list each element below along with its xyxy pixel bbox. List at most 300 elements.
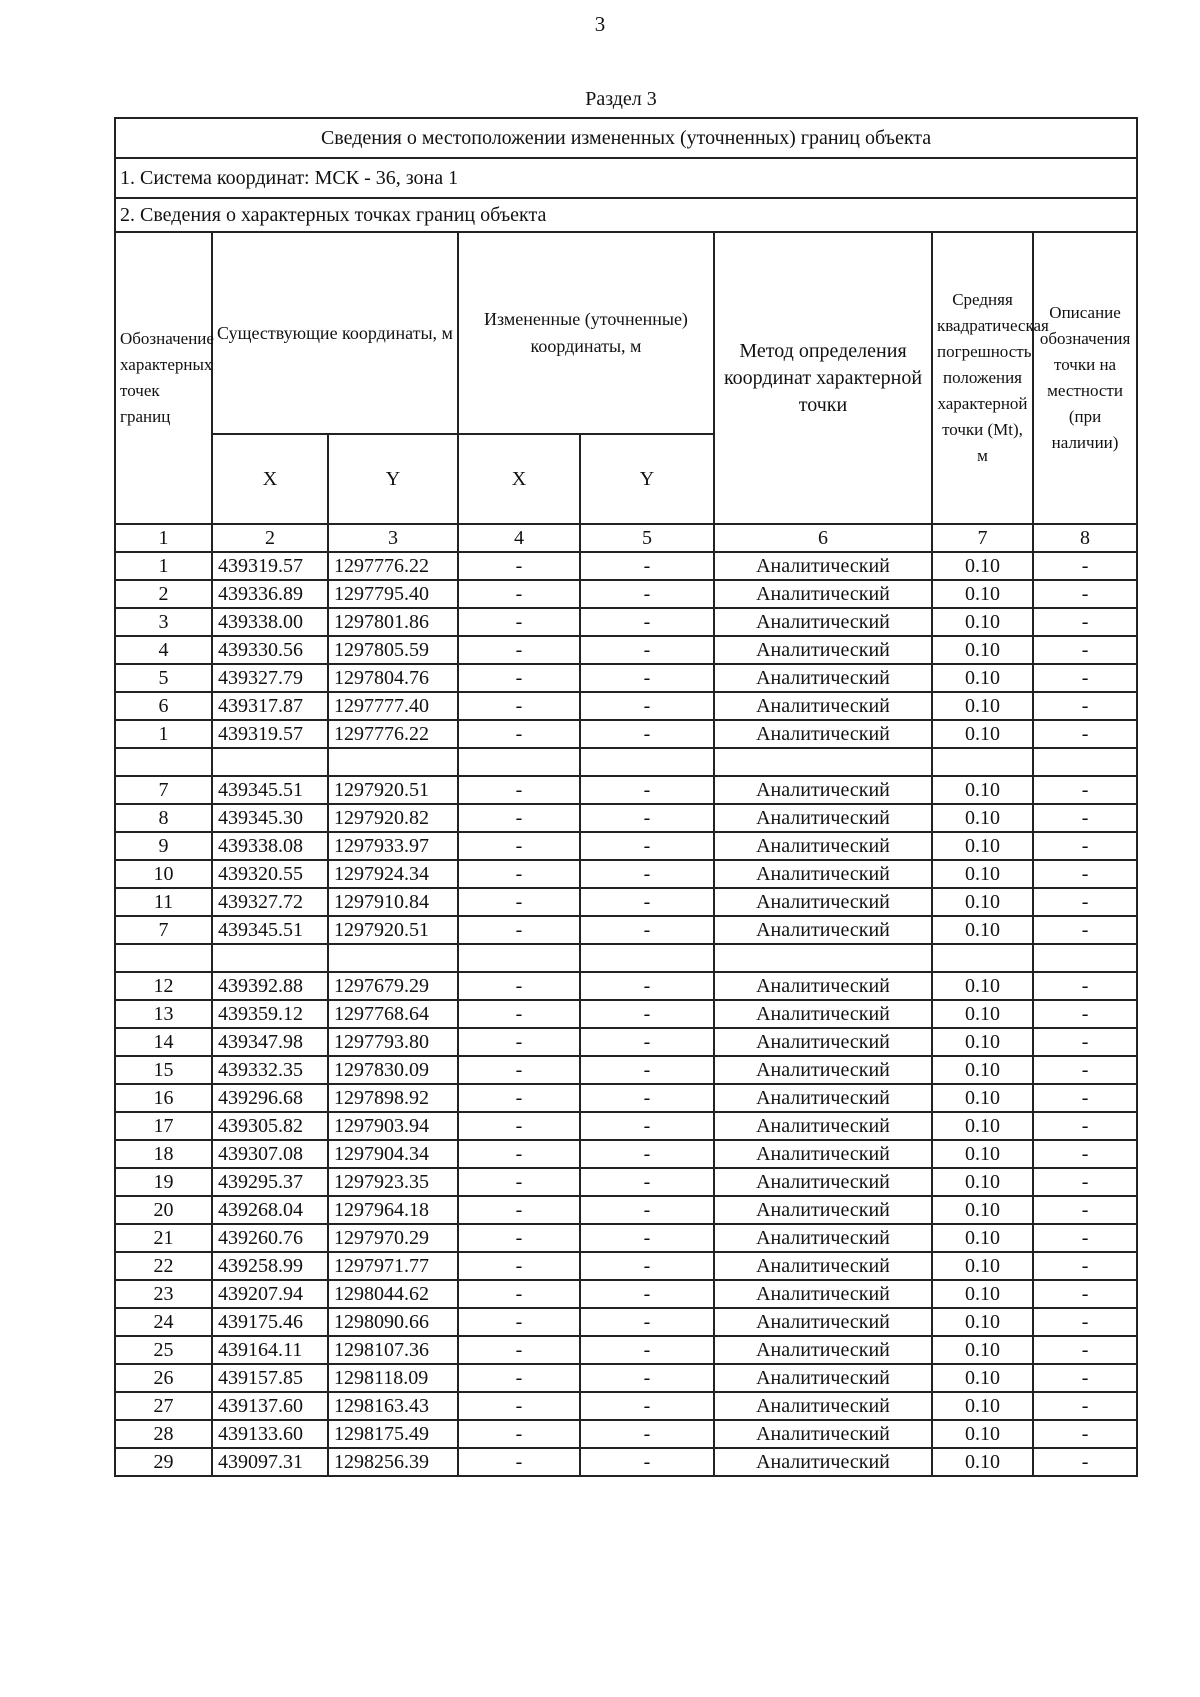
- table-row: [115, 1420, 1137, 1448]
- accuracy-cell: 0.10: [932, 1084, 1033, 1112]
- description-cell: -: [1033, 860, 1137, 888]
- point-id-cell: 19: [115, 1168, 212, 1196]
- point-id-cell: 28: [115, 1420, 212, 1448]
- existing-x-cell: 439345.51: [212, 776, 328, 804]
- changed-x-cell: -: [458, 1252, 580, 1280]
- changed-y-cell: -: [580, 608, 714, 636]
- changed-x-cell: -: [458, 692, 580, 720]
- table-row: [115, 1280, 1137, 1308]
- existing-x-cell: 439327.72: [212, 888, 328, 916]
- changed-x-cell: -: [458, 1280, 580, 1308]
- method-cell: Аналитический: [714, 664, 932, 692]
- accuracy-cell: 0.10: [932, 664, 1033, 692]
- description-cell: -: [1033, 1028, 1137, 1056]
- changed-x-cell: -: [458, 1056, 580, 1084]
- method-cell: Аналитический: [714, 1140, 932, 1168]
- table-row: [115, 1000, 1137, 1028]
- existing-y-cell: 1297830.09: [328, 1056, 458, 1084]
- description-cell: -: [1033, 1084, 1137, 1112]
- description-cell: -: [1033, 1196, 1137, 1224]
- column-number: 3: [328, 524, 458, 552]
- accuracy-cell: 0.10: [932, 1336, 1033, 1364]
- point-id-cell: 27: [115, 1392, 212, 1420]
- column-number: 4: [458, 524, 580, 552]
- point-id-cell: 1: [115, 552, 212, 580]
- table-row: [115, 1112, 1137, 1140]
- table-row: [115, 1168, 1137, 1196]
- existing-y-cell: 1297920.51: [328, 916, 458, 944]
- accuracy-cell: 0.10: [932, 916, 1033, 944]
- table-row: [115, 664, 1137, 692]
- accuracy-cell: 0.10: [932, 1224, 1033, 1252]
- table-row: [115, 1364, 1137, 1392]
- existing-y-cell: 1297920.51: [328, 776, 458, 804]
- table-row: [115, 552, 1137, 580]
- changed-x-cell: -: [458, 1308, 580, 1336]
- existing-x-cell: 439260.76: [212, 1224, 328, 1252]
- point-id-cell: 7: [115, 916, 212, 944]
- header-changed-y: Y: [580, 434, 714, 524]
- changed-x-cell: -: [458, 1028, 580, 1056]
- description-cell: -: [1033, 1056, 1137, 1084]
- changed-y-cell: -: [580, 580, 714, 608]
- changed-y-cell: -: [580, 1308, 714, 1336]
- column-number-row: [115, 524, 1137, 552]
- accuracy-cell: 0.10: [932, 1308, 1033, 1336]
- header-changed-x: X: [458, 434, 580, 524]
- changed-y-cell: -: [580, 1140, 714, 1168]
- existing-y-cell: 1297777.40: [328, 692, 458, 720]
- changed-x-cell: -: [458, 1140, 580, 1168]
- point-id-cell: [115, 748, 212, 776]
- changed-x-cell: -: [458, 1196, 580, 1224]
- existing-y-cell: 1297898.92: [328, 1084, 458, 1112]
- existing-x-cell: 439330.56: [212, 636, 328, 664]
- changed-y-cell: -: [580, 1336, 714, 1364]
- description-cell: [1033, 944, 1137, 972]
- existing-y-cell: 1297964.18: [328, 1196, 458, 1224]
- method-cell: [714, 944, 932, 972]
- existing-x-cell: 439392.88: [212, 972, 328, 1000]
- point-id-cell: 17: [115, 1112, 212, 1140]
- existing-y-cell: 1297795.40: [328, 580, 458, 608]
- existing-y-cell: 1297793.80: [328, 1028, 458, 1056]
- changed-y-cell: -: [580, 692, 714, 720]
- method-cell: Аналитический: [714, 552, 932, 580]
- existing-y-cell: 1298090.66: [328, 1308, 458, 1336]
- changed-x-cell: -: [458, 832, 580, 860]
- existing-y-cell: [328, 748, 458, 776]
- method-cell: Аналитический: [714, 1252, 932, 1280]
- changed-x-cell: -: [458, 1420, 580, 1448]
- description-cell: -: [1033, 1000, 1137, 1028]
- accuracy-cell: 0.10: [932, 832, 1033, 860]
- accuracy-cell: 0.10: [932, 1028, 1033, 1056]
- changed-y-cell: [580, 944, 714, 972]
- existing-y-cell: 1297768.64: [328, 1000, 458, 1028]
- existing-y-cell: 1297679.29: [328, 972, 458, 1000]
- description-cell: -: [1033, 1224, 1137, 1252]
- table-row: [115, 608, 1137, 636]
- existing-x-cell: 439258.99: [212, 1252, 328, 1280]
- changed-x-cell: -: [458, 860, 580, 888]
- description-cell: -: [1033, 776, 1137, 804]
- accuracy-cell: 0.10: [932, 804, 1033, 832]
- description-cell: -: [1033, 1392, 1137, 1420]
- existing-x-cell: 439338.08: [212, 832, 328, 860]
- table-row: [115, 580, 1137, 608]
- changed-y-cell: [580, 748, 714, 776]
- column-number: 7: [932, 524, 1033, 552]
- existing-y-cell: 1298044.62: [328, 1280, 458, 1308]
- accuracy-cell: 0.10: [932, 720, 1033, 748]
- changed-y-cell: -: [580, 776, 714, 804]
- header-existing-x: X: [212, 434, 328, 524]
- changed-x-cell: -: [458, 1392, 580, 1420]
- point-id-cell: 24: [115, 1308, 212, 1336]
- existing-x-cell: 439295.37: [212, 1168, 328, 1196]
- accuracy-cell: 0.10: [932, 1280, 1033, 1308]
- table-row: [115, 720, 1137, 748]
- table-row: [115, 1224, 1137, 1252]
- changed-x-cell: -: [458, 552, 580, 580]
- existing-y-cell: 1298175.49: [328, 1420, 458, 1448]
- changed-y-cell: -: [580, 1000, 714, 1028]
- description-cell: -: [1033, 1252, 1137, 1280]
- method-cell: Аналитический: [714, 804, 932, 832]
- point-id-cell: 16: [115, 1084, 212, 1112]
- header-changed-coordinates: Измененные (уточненные) координаты, м: [458, 232, 714, 434]
- table-row: [115, 1308, 1137, 1336]
- existing-y-cell: 1297776.22: [328, 552, 458, 580]
- existing-x-cell: 439338.00: [212, 608, 328, 636]
- changed-y-cell: -: [580, 1252, 714, 1280]
- point-id-cell: 15: [115, 1056, 212, 1084]
- method-cell: Аналитический: [714, 1112, 932, 1140]
- accuracy-cell: 0.10: [932, 1056, 1033, 1084]
- changed-x-cell: -: [458, 720, 580, 748]
- description-cell: -: [1033, 692, 1137, 720]
- accuracy-cell: 0.10: [932, 888, 1033, 916]
- accuracy-cell: 0.10: [932, 1448, 1033, 1476]
- existing-y-cell: 1297801.86: [328, 608, 458, 636]
- column-number: 2: [212, 524, 328, 552]
- accuracy-cell: 0.10: [932, 1420, 1033, 1448]
- method-cell: Аналитический: [714, 1420, 932, 1448]
- description-cell: -: [1033, 580, 1137, 608]
- existing-x-cell: 439327.79: [212, 664, 328, 692]
- point-id-cell: 12: [115, 972, 212, 1000]
- existing-y-cell: 1297933.97: [328, 832, 458, 860]
- existing-y-cell: [328, 944, 458, 972]
- existing-y-cell: 1297904.34: [328, 1140, 458, 1168]
- accuracy-cell: [932, 748, 1033, 776]
- existing-x-cell: 439336.89: [212, 580, 328, 608]
- method-cell: Аналитический: [714, 1308, 932, 1336]
- point-id-cell: 23: [115, 1280, 212, 1308]
- description-cell: -: [1033, 1280, 1137, 1308]
- point-id-cell: 20: [115, 1196, 212, 1224]
- accuracy-cell: 0.10: [932, 776, 1033, 804]
- method-cell: Аналитический: [714, 636, 932, 664]
- table-row: [115, 776, 1137, 804]
- method-cell: Аналитический: [714, 1364, 932, 1392]
- description-cell: -: [1033, 636, 1137, 664]
- changed-y-cell: -: [580, 804, 714, 832]
- existing-x-cell: 439164.11: [212, 1336, 328, 1364]
- accuracy-cell: 0.10: [932, 1252, 1033, 1280]
- column-number: 5: [580, 524, 714, 552]
- changed-y-cell: -: [580, 720, 714, 748]
- description-cell: -: [1033, 1140, 1137, 1168]
- existing-y-cell: 1297805.59: [328, 636, 458, 664]
- existing-x-cell: 439332.35: [212, 1056, 328, 1084]
- changed-y-cell: -: [580, 1196, 714, 1224]
- description-cell: -: [1033, 1420, 1137, 1448]
- point-id-cell: 9: [115, 832, 212, 860]
- point-id-cell: 1: [115, 720, 212, 748]
- changed-y-cell: -: [580, 888, 714, 916]
- method-cell: Аналитический: [714, 776, 932, 804]
- changed-y-cell: -: [580, 1112, 714, 1140]
- method-cell: Аналитический: [714, 1448, 932, 1476]
- changed-y-cell: -: [580, 1392, 714, 1420]
- description-cell: -: [1033, 916, 1137, 944]
- table-row: [115, 860, 1137, 888]
- description-cell: -: [1033, 608, 1137, 636]
- description-cell: [1033, 748, 1137, 776]
- existing-x-cell: 439133.60: [212, 1420, 328, 1448]
- table-row: [115, 972, 1137, 1000]
- existing-x-cell: 439347.98: [212, 1028, 328, 1056]
- existing-x-cell: 439137.60: [212, 1392, 328, 1420]
- existing-x-cell: 439268.04: [212, 1196, 328, 1224]
- description-cell: -: [1033, 972, 1137, 1000]
- point-id-cell: 14: [115, 1028, 212, 1056]
- table-row: [115, 1028, 1137, 1056]
- method-cell: Аналитический: [714, 1056, 932, 1084]
- point-id-cell: 7: [115, 776, 212, 804]
- existing-x-cell: 439345.51: [212, 916, 328, 944]
- existing-y-cell: 1297804.76: [328, 664, 458, 692]
- changed-y-cell: -: [580, 664, 714, 692]
- existing-y-cell: 1297910.84: [328, 888, 458, 916]
- description-cell: -: [1033, 832, 1137, 860]
- table-row: [115, 944, 1137, 972]
- table-row: [115, 1140, 1137, 1168]
- header-existing-y: Y: [328, 434, 458, 524]
- method-cell: Аналитический: [714, 608, 932, 636]
- existing-x-cell: 439345.30: [212, 804, 328, 832]
- existing-y-cell: 1298256.39: [328, 1448, 458, 1476]
- method-cell: Аналитический: [714, 1084, 932, 1112]
- point-id-cell: 8: [115, 804, 212, 832]
- method-cell: Аналитический: [714, 720, 932, 748]
- point-id-cell: 13: [115, 1000, 212, 1028]
- changed-y-cell: -: [580, 1420, 714, 1448]
- changed-x-cell: -: [458, 1112, 580, 1140]
- method-cell: Аналитический: [714, 1336, 932, 1364]
- point-id-cell: 10: [115, 860, 212, 888]
- changed-y-cell: -: [580, 1280, 714, 1308]
- existing-x-cell: 439317.87: [212, 692, 328, 720]
- changed-y-cell: -: [580, 552, 714, 580]
- column-number: 8: [1033, 524, 1137, 552]
- table-row: [115, 832, 1137, 860]
- changed-y-cell: -: [580, 1364, 714, 1392]
- description-cell: -: [1033, 1168, 1137, 1196]
- changed-y-cell: -: [580, 832, 714, 860]
- changed-x-cell: -: [458, 972, 580, 1000]
- description-cell: -: [1033, 664, 1137, 692]
- changed-y-cell: -: [580, 1028, 714, 1056]
- description-cell: -: [1033, 720, 1137, 748]
- accuracy-cell: 0.10: [932, 860, 1033, 888]
- accuracy-cell: 0.10: [932, 1000, 1033, 1028]
- accuracy-cell: 0.10: [932, 580, 1033, 608]
- table-row: [115, 748, 1137, 776]
- table-row: [115, 1336, 1137, 1364]
- changed-x-cell: -: [458, 636, 580, 664]
- point-id-cell: 2: [115, 580, 212, 608]
- changed-y-cell: -: [580, 1056, 714, 1084]
- accuracy-cell: 0.10: [932, 972, 1033, 1000]
- changed-x-cell: -: [458, 1168, 580, 1196]
- changed-y-cell: -: [580, 916, 714, 944]
- method-cell: Аналитический: [714, 972, 932, 1000]
- method-cell: [714, 748, 932, 776]
- point-id-cell: 25: [115, 1336, 212, 1364]
- method-cell: Аналитический: [714, 832, 932, 860]
- point-id-cell: 4: [115, 636, 212, 664]
- description-cell: -: [1033, 1336, 1137, 1364]
- point-id-cell: 6: [115, 692, 212, 720]
- existing-y-cell: 1297903.94: [328, 1112, 458, 1140]
- table-row: [115, 636, 1137, 664]
- existing-x-cell: [212, 748, 328, 776]
- changed-y-cell: -: [580, 860, 714, 888]
- points-heading: 2. Сведения о характерных точках границ объекта: [115, 198, 1137, 232]
- table-row: [115, 888, 1137, 916]
- point-id-cell: 11: [115, 888, 212, 916]
- accuracy-cell: 0.10: [932, 1112, 1033, 1140]
- table-row: [115, 1392, 1137, 1420]
- column-number: 1: [115, 524, 212, 552]
- existing-y-cell: 1298118.09: [328, 1364, 458, 1392]
- accuracy-cell: 0.10: [932, 1196, 1033, 1224]
- accuracy-cell: 0.10: [932, 1364, 1033, 1392]
- changed-x-cell: -: [458, 608, 580, 636]
- point-id-cell: 3: [115, 608, 212, 636]
- description-cell: -: [1033, 1364, 1137, 1392]
- changed-x-cell: -: [458, 1084, 580, 1112]
- method-cell: Аналитический: [714, 1168, 932, 1196]
- column-number: 6: [714, 524, 932, 552]
- changed-x-cell: -: [458, 1364, 580, 1392]
- description-cell: -: [1033, 1308, 1137, 1336]
- method-cell: Аналитический: [714, 1196, 932, 1224]
- table-row: [115, 1252, 1137, 1280]
- table-title: Сведения о местоположении измененных (уточненных) границ объекта: [115, 118, 1137, 158]
- existing-x-cell: 439319.57: [212, 720, 328, 748]
- section-label: Раздел 3: [585, 88, 657, 110]
- point-id-cell: 26: [115, 1364, 212, 1392]
- accuracy-cell: 0.10: [932, 1168, 1033, 1196]
- description-cell: -: [1033, 804, 1137, 832]
- method-cell: Аналитический: [714, 860, 932, 888]
- accuracy-cell: 0.10: [932, 552, 1033, 580]
- description-cell: -: [1033, 888, 1137, 916]
- existing-y-cell: 1298107.36: [328, 1336, 458, 1364]
- method-cell: Аналитический: [714, 692, 932, 720]
- table-row: [115, 1196, 1137, 1224]
- existing-y-cell: 1297923.35: [328, 1168, 458, 1196]
- header-designation: Обозначение характерных точек границ: [115, 232, 212, 524]
- existing-x-cell: 439320.55: [212, 860, 328, 888]
- existing-y-cell: 1298163.43: [328, 1392, 458, 1420]
- description-cell: -: [1033, 1112, 1137, 1140]
- point-id-cell: 21: [115, 1224, 212, 1252]
- description-cell: -: [1033, 552, 1137, 580]
- accuracy-cell: 0.10: [932, 692, 1033, 720]
- table-row: [115, 692, 1137, 720]
- existing-x-cell: 439307.08: [212, 1140, 328, 1168]
- changed-y-cell: -: [580, 972, 714, 1000]
- point-id-cell: 22: [115, 1252, 212, 1280]
- method-cell: Аналитический: [714, 1280, 932, 1308]
- table-row: [115, 916, 1137, 944]
- changed-x-cell: -: [458, 1336, 580, 1364]
- existing-x-cell: 439359.12: [212, 1000, 328, 1028]
- method-cell: Аналитический: [714, 916, 932, 944]
- changed-x-cell: -: [458, 664, 580, 692]
- table-row: [115, 1084, 1137, 1112]
- method-cell: Аналитический: [714, 1000, 932, 1028]
- changed-x-cell: -: [458, 1448, 580, 1476]
- existing-y-cell: 1297924.34: [328, 860, 458, 888]
- header-existing-coordinates: Существующие координаты, м: [212, 232, 458, 434]
- header-method: Метод определения координат характерной точки: [714, 232, 932, 524]
- accuracy-cell: 0.10: [932, 1140, 1033, 1168]
- point-id-cell: 5: [115, 664, 212, 692]
- changed-x-cell: -: [458, 1000, 580, 1028]
- point-id-cell: [115, 944, 212, 972]
- accuracy-cell: [932, 944, 1033, 972]
- existing-x-cell: 439305.82: [212, 1112, 328, 1140]
- existing-x-cell: 439207.94: [212, 1280, 328, 1308]
- point-id-cell: 18: [115, 1140, 212, 1168]
- changed-y-cell: -: [580, 1448, 714, 1476]
- existing-y-cell: 1297970.29: [328, 1224, 458, 1252]
- changed-x-cell: [458, 944, 580, 972]
- accuracy-cell: 0.10: [932, 636, 1033, 664]
- changed-x-cell: -: [458, 916, 580, 944]
- method-cell: Аналитический: [714, 580, 932, 608]
- existing-x-cell: 439157.85: [212, 1364, 328, 1392]
- changed-x-cell: -: [458, 888, 580, 916]
- method-cell: Аналитический: [714, 1224, 932, 1252]
- existing-y-cell: 1297971.77: [328, 1252, 458, 1280]
- changed-x-cell: [458, 748, 580, 776]
- existing-y-cell: 1297776.22: [328, 720, 458, 748]
- table-row: [115, 1448, 1137, 1476]
- accuracy-cell: 0.10: [932, 608, 1033, 636]
- changed-x-cell: -: [458, 580, 580, 608]
- description-cell: -: [1033, 1448, 1137, 1476]
- existing-x-cell: 439296.68: [212, 1084, 328, 1112]
- changed-x-cell: -: [458, 776, 580, 804]
- boundary-points-table: [114, 117, 1138, 1477]
